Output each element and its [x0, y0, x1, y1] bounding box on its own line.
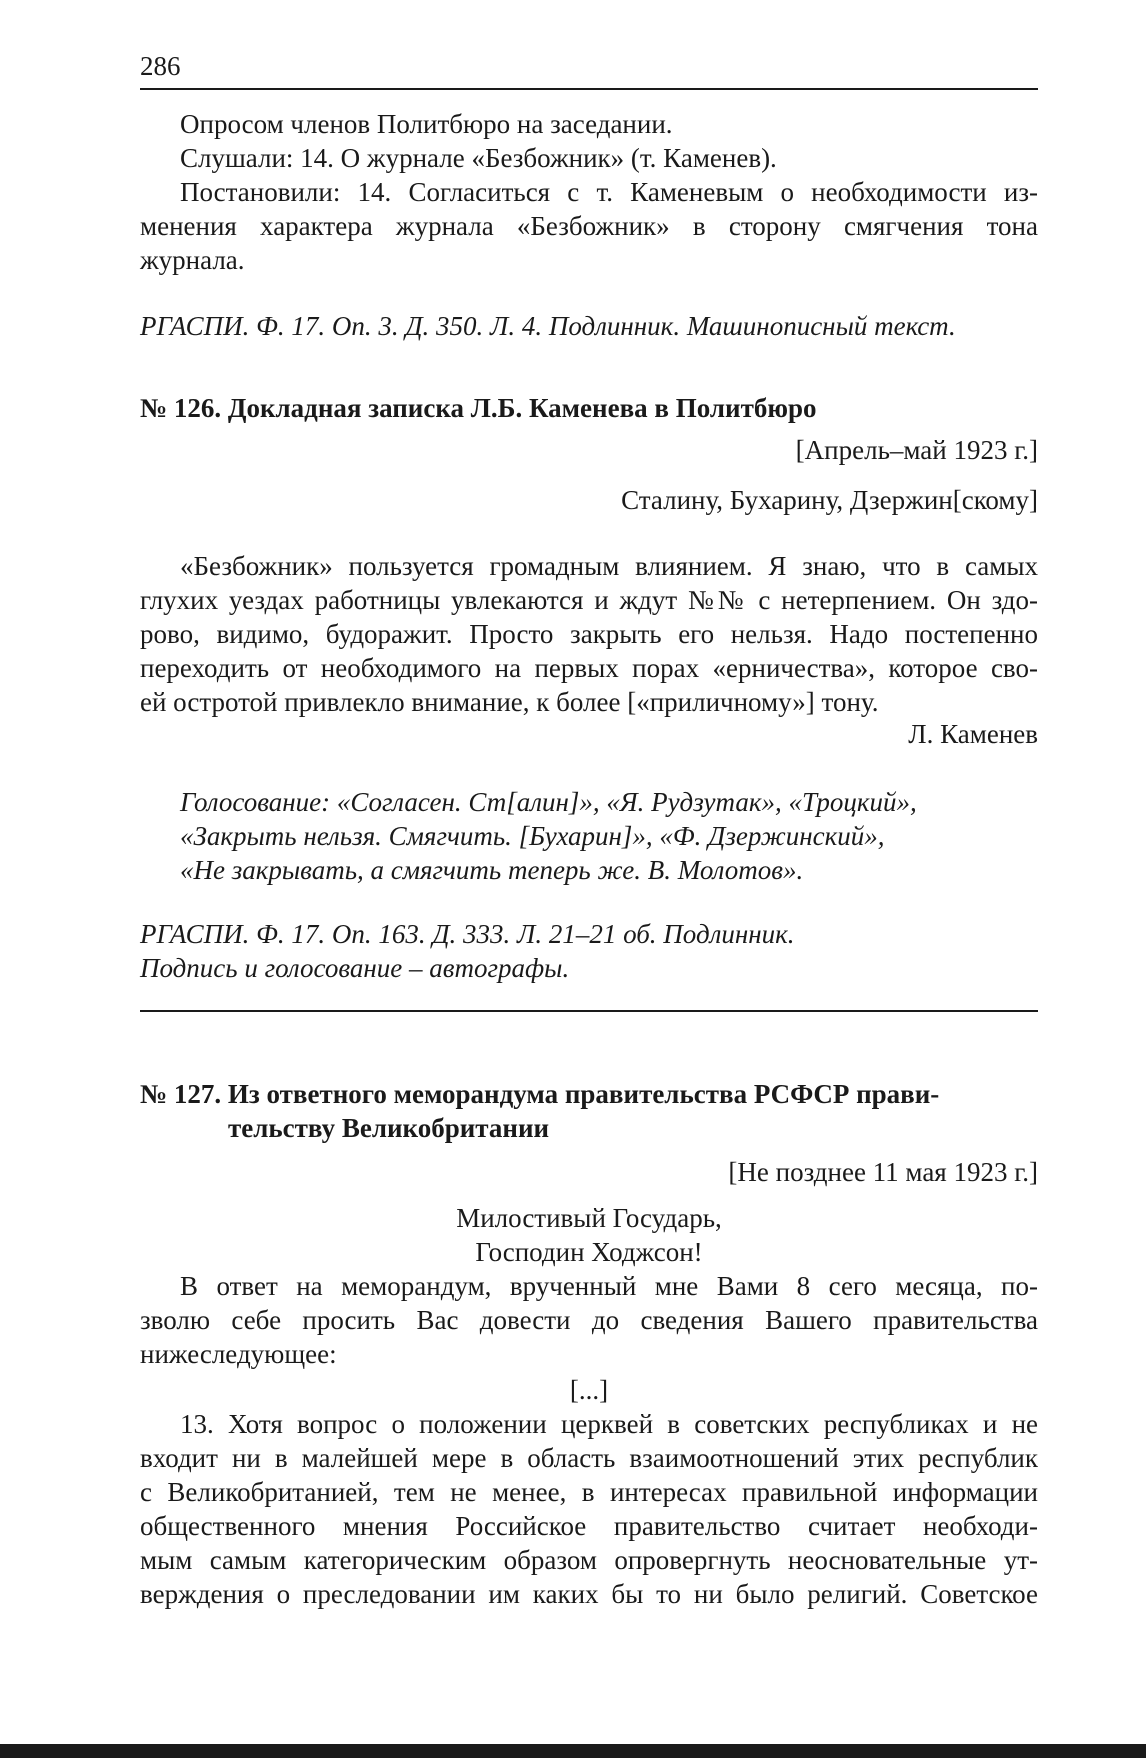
text-line: переходить от необходимого на первых порах «ерничества», которое сво- — [140, 653, 1038, 683]
text-line: Постановили: 14. Согласиться с т. Каменевым о необходимости из- — [180, 177, 1038, 207]
voting-line: «Не закрывать, а смягчить теперь же. В. Молотов». — [180, 855, 804, 885]
text-line: нижеследующее: — [140, 1339, 337, 1369]
document-title: № 127. Из ответного меморандума правительства РСФСР прави- — [140, 1079, 940, 1109]
text-line: рово, видимо, будоражит. Просто закрыть его нельзя. Надо постепенно — [140, 619, 1038, 649]
text-line: журнала. — [140, 245, 245, 275]
text-line: Опросом членов Политбюро на заседании. — [180, 109, 673, 139]
archive-source: РГАСПИ. Ф. 17. Оп. 163. Д. 333. Л. 21–21 об. Подлинник. — [140, 919, 795, 949]
section-divider — [140, 1010, 1038, 1012]
archive-source: РГАСПИ. Ф. 17. Оп. 3. Д. 350. Л. 4. Подлинник. Машинописный текст. — [140, 311, 956, 341]
salutation: Господин Ходжсон! — [475, 1237, 703, 1267]
text-line: зволю себе просить Вас довести до сведения Вашего правительства — [140, 1305, 1038, 1335]
header-rule — [140, 88, 1038, 90]
text-line: верждения о преследовании им каких бы то ни было религий. Советское — [140, 1579, 1038, 1609]
text-line: глухих уездах работницы увлекаются и ждут №№ с нетерпением. Он здо- — [140, 585, 1038, 615]
salutation: Милостивый Государь, — [456, 1203, 722, 1233]
text-line: Слушали: 14. О журнале «Безбожник» (т. Каменев). — [180, 143, 777, 173]
signature: Л. Каменев — [908, 719, 1038, 749]
text-line: ей остротой привлекло внимание, к более [«приличному»] тону. — [140, 687, 879, 717]
page-number: 286 — [140, 51, 181, 81]
text-line: «Безбожник» пользуется громадным влиянием. Я знаю, что в самых — [180, 551, 1038, 581]
text-line: входит ни в малейшей мере в область взаимоотношений этих республик — [140, 1443, 1038, 1473]
document-title: № 126. Докладная записка Л.Б. Каменева в Политбюро — [140, 393, 817, 423]
text-line: В ответ на меморандум, врученный мне Вами 8 сего месяца, по- — [180, 1271, 1038, 1301]
text-line: менения характера журнала «Безбожник» в сторону смягчения тона — [140, 211, 1038, 241]
archive-source: Подпись и голосование – автографы. — [140, 953, 570, 983]
scan-edge-bar — [0, 1744, 1146, 1758]
document-date: [Апрель–май 1923 г.] — [795, 435, 1038, 465]
text-line: с Великобританией, тем не менее, в интересах правильной информации — [140, 1477, 1038, 1507]
document-date: [Не позднее 11 мая 1923 г.] — [728, 1157, 1038, 1187]
ellipsis: [...] — [569, 1375, 609, 1405]
voting-line: «Закрыть нельзя. Смягчить. [Бухарин]», «Ф. Дзержинский», — [180, 821, 885, 851]
text-line: 13. Хотя вопрос о положении церквей в советских республиках и не — [180, 1409, 1038, 1439]
document-title-continued: тельству Великобритании — [228, 1113, 550, 1143]
text-line: общественного мнения Российское правительство считает необходи- — [140, 1511, 1038, 1541]
text-line: мым самым категорическим образом опровергнуть неосновательные ут- — [140, 1545, 1038, 1575]
voting-line: Голосование: «Согласен. Ст[алин]», «Я. Рудзутак», «Троцкий», — [180, 787, 917, 817]
addressees: Сталину, Бухарину, Дзержин[скому] — [621, 485, 1038, 515]
